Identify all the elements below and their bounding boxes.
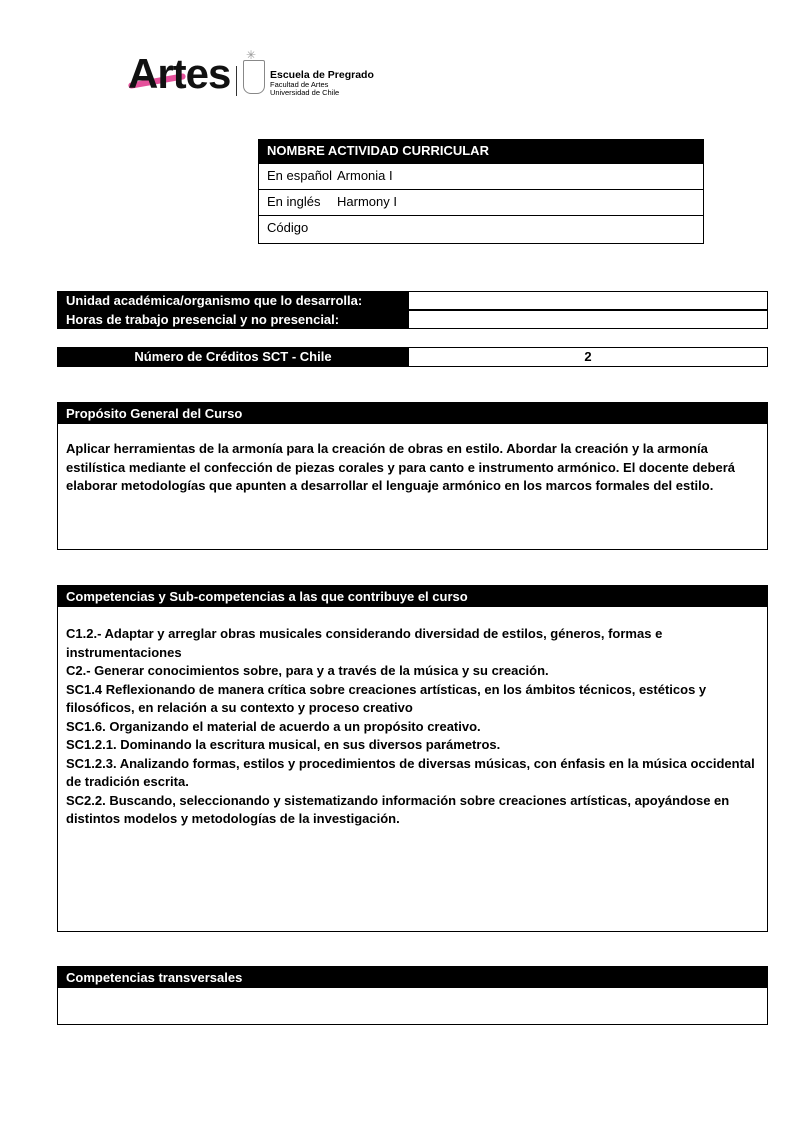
logo-faculty: Facultad de Artes Universidad de Chile <box>270 80 340 97</box>
proposito-text: Aplicar herramientas de la armonía para la creación de obras en estilo. Abordar la creación y la armonía estilística mediante el confección de piezas corales y para canto e instrumento armónico. El docente deberá elaborar metodologías que apunten a desarrollar el lenguaje armónico en los marcos formales del estilo. <box>66 441 735 493</box>
logo-divider <box>236 66 237 96</box>
competencia-item: SC1.2.3. Analizando formas, estilos y procedimientos de diversas músicas, con énfasis en la música occidental de tradición escrita. <box>66 755 755 789</box>
row-english: En inglés Harmony I <box>259 189 703 215</box>
competencias-header: Competencias y Sub-competencias a las que contribuye el curso <box>58 586 767 607</box>
english-name: Harmony I <box>337 194 397 209</box>
logo-artes: Artes <box>128 50 231 97</box>
logo-school: Escuela de Pregrado <box>270 69 374 81</box>
row-code: Código <box>259 215 703 243</box>
competencia-item: C1.2.- Adaptar y arreglar obras musicales considerando diversidad de estilos, géneros, formas e instrumentaciones <box>66 626 663 660</box>
row-spanish: En español Armonia I <box>259 163 703 189</box>
transversales-header: Competencias transversales <box>58 967 767 988</box>
unidad-label: Unidad académica/organismo que lo desarrolla: <box>57 291 409 310</box>
competencia-item: SC2.2. Buscando, seleccionando y sistematizando información sobre creaciones artísticas, apoyándose en distintos modelos y metodologías de la investigación. <box>66 792 730 826</box>
competencia-item: SC1.2.1. Dominando la escritura musical, en sus diversos parámetros. <box>66 737 501 752</box>
competencias-section <box>57 585 768 932</box>
star-icon: ✳ <box>246 48 257 62</box>
unidad-value <box>408 291 768 310</box>
activity-table <box>258 139 704 244</box>
transversales-text <box>58 988 767 1004</box>
horas-value <box>408 310 768 329</box>
transversales-section <box>57 966 768 1025</box>
proposito-section <box>57 402 768 550</box>
creditos-label: Número de Créditos SCT - Chile <box>57 347 409 367</box>
horas-label: Horas de trabajo presencial y no presencial: <box>57 310 409 329</box>
activity-header: NOMBRE ACTIVIDAD CURRICULAR <box>259 140 703 163</box>
competencia-item: SC1.4 Reflexionando de manera crítica sobre creaciones artísticas, en los ámbitos técnicos, estéticos y filosóficos, en relación a su contexto y proceso creativo <box>66 681 707 715</box>
creditos-value: 2 <box>408 347 768 367</box>
proposito-header: Propósito General del Curso <box>58 403 767 424</box>
spanish-name: Armonia I <box>337 168 393 183</box>
competencia-item: C2.- Generar conocimientos sobre, para y a través de la música y su creación. <box>66 663 549 678</box>
competencia-item: SC1.6. Organizando el material de acuerdo a un propósito creativo. <box>66 718 481 734</box>
crest-icon <box>243 60 265 94</box>
